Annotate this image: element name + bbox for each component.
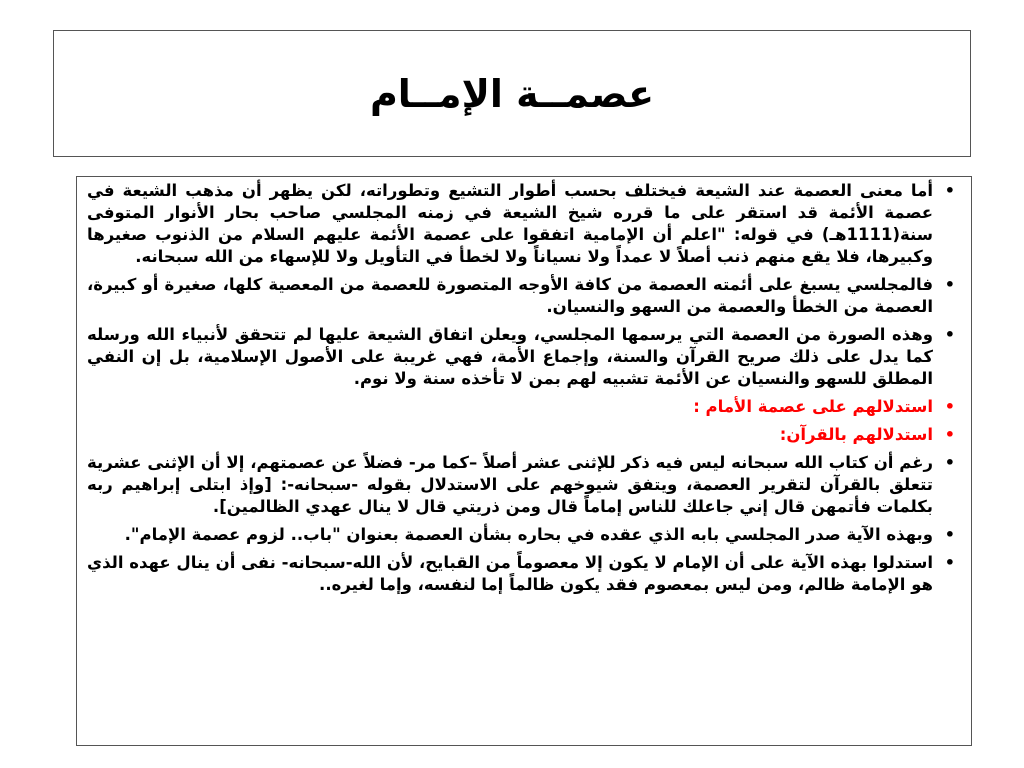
bullet-heading <box>87 396 959 418</box>
bullet-text: استدلالهم بالقرآن: <box>779 425 933 444</box>
bullet-icon: • <box>944 397 955 416</box>
bullet-item <box>87 452 959 518</box>
bullet-text: وبهذه الآية صدر المجلسي بابه الذي عقده في بحاره بشأن العصمة بعنوان "باب.. لزوم عصمة الإمام". <box>124 525 933 544</box>
bullet-text: فالمجلسي يسبغ على أئمته العصمة من كافة الأوجه المتصورة للعصمة من المعصية كلها، صغيرة أو كبيرة، العصمة من الخطأ والعصمة من السهو والنسيان. <box>87 275 933 316</box>
bullet-icon: • <box>944 181 955 200</box>
bullet-item <box>87 274 959 318</box>
bullet-heading <box>87 424 959 446</box>
bullet-list <box>87 180 959 596</box>
bullet-item <box>87 524 959 546</box>
bullet-item <box>87 552 959 596</box>
bullet-icon: • <box>944 275 955 294</box>
title-frame <box>53 30 971 157</box>
bullet-text: استدلوا بهذه الآية على أن الإمام لا يكون إلا معصوماً من القبايح، لأن الله-سبحانه- نفى أن ينال عهده الذي هو الإمامة ظالم، ومن ليس بمعصوم فقد يكون ظالماً إما لنفسه، وإما لغيره.. <box>87 553 933 594</box>
slide-title: عصمــة الإمــام <box>369 71 655 116</box>
bullet-text: استدلالهم على عصمة الأمام : <box>693 397 933 416</box>
content-frame <box>76 176 972 746</box>
bullet-icon: • <box>944 325 955 344</box>
bullet-text: رغم أن كتاب الله سبحانه ليس فيه ذكر للإثنى عشر أصلاً –كما مر- فضلاً عن عصمتهم، إلا أن الإثنى عشرية تتعلق بالقرآن لتقرير العصمة، ويتفق شيوخهم على الاستدلال بقوله -سبحانه-: [وإذ ابتلى إبراهيم ربه بكلمات فأتمهن قال إني جاعلك للناس إماماً قال ومن ذريتي قال لا ينال عهدي الظالمين]. <box>87 453 933 516</box>
bullet-text: أما معنى العصمة عند الشيعة فيختلف بحسب أطوار التشيع وتطوراته، لكن يظهر أن مذهب الشيعة في عصمة الأئمة قد استقر على ما قرره شيخ الشيعة في زمنه المجلسي صاحب بحار الأنوار المتوفى سنة(1111هـ) في قوله: "اعلم أن الإمامية اتفقوا على عصمة الأئمة عليهم السلام من الذنوب صغيرها وكبيرها، فلا يقع منهم ذنب أصلاً لا عمداً ولا نسياناً ولا لخطأ في التأويل ولا للإسهاء من الله سبحانه. <box>87 181 933 266</box>
bullet-icon: • <box>944 425 955 444</box>
bullet-item <box>87 324 959 390</box>
bullet-item <box>87 180 959 268</box>
bullet-icon: • <box>944 453 955 472</box>
bullet-icon: • <box>944 525 955 544</box>
bullet-text: وهذه الصورة من العصمة التي يرسمها المجلسي، ويعلن اتفاق الشيعة عليها لم تتحقق لأنبياء الله ورسله كما يدل على ذلك صريح القرآن والسنة، وإجماع الأمة، فهي غريبة على الأصول الإسلامية، بل إن النفي المطلق للسهو والنسيان عن الأئمة تشبيه لهم بمن لا تأخذه سنة ولا نوم. <box>87 325 933 388</box>
bullet-icon: • <box>944 553 955 572</box>
